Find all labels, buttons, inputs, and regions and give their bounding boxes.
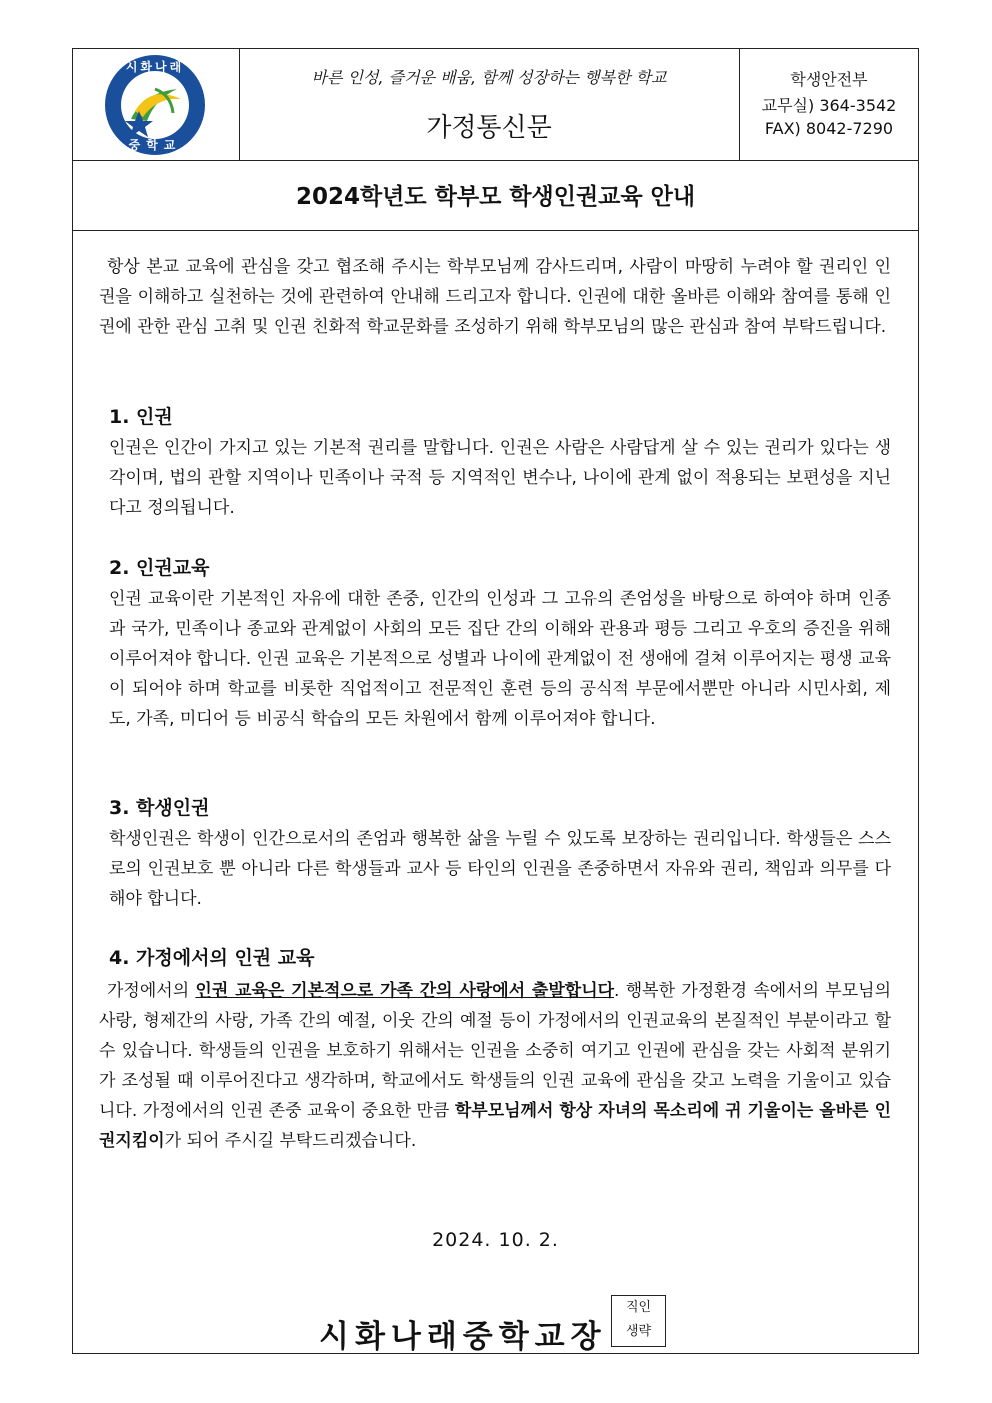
intro-paragraph: 항상 본교 교육에 관심을 갖고 협조해 주시는 학부모님께 감사드리며, 사람이 마땅히 누려야 할 권리인 인권을 이해하고 실천하는 것에 관련하여 안내해 드리고자 합니다. 인권에 대한 올바른 이해와 참여를 통해 인권에 관한 관심 고취 및 인권 친화적 학교문화를 조성하기 위해 학부모님의 많은 관심과 참여 부탁드립니다. [99, 257, 891, 337]
header-title-cell [239, 49, 740, 160]
section-body-1: 인권은 인간이 가지고 있는 기본적 권리를 말합니다. 인권은 사람은 사람답게 살 수 있는 권리가 있다는 생각이며, 법의 관할 지역이나 민족이나 국적 등 지역적인 변수나, 나이에 관계 없이 적용되는 보편성을 지닌다고 정의됩니다. [109, 438, 891, 518]
section-body-3: 학생인권은 학생이 인간으로서의 존엄과 행복한 삶을 누릴 수 있도록 보장하는 권리입니다. 학생들은 스스로의 인권보호 뿐 아니라 다른 학생들과 교사 등 타인의 인권을 존중하면서 자유와 권리, 책임과 의무를 다해야 합니다. [109, 829, 891, 909]
logo-cell [73, 49, 240, 160]
office-phone: 교무실) 364-3542 [761, 96, 897, 115]
emphasis-underlined: 인권 교육은 기본적으로 가족 간의 사랑에서 출발합니다 [195, 981, 615, 1001]
school-motto: 바른 인성, 즐거운 배움, 함께 성장하는 행복한 학교 [311, 68, 667, 87]
department: 학생안전부 [790, 70, 868, 89]
section-heading-2: 2. 인권교육 [109, 557, 210, 579]
signer-name: 시화나래중학교장 [319, 1319, 607, 1355]
logo-top-text: 시화나래 [125, 60, 185, 74]
section-heading-3: 3. 학생인권 [109, 797, 210, 819]
seal-omitted-box [611, 1295, 666, 1347]
document-type: 가정통신문 [426, 113, 552, 143]
section-body-2: 인권 교육이란 기본적인 자유에 대한 존중, 인간의 인성과 그 고유의 존엄성을 바탕으로 하여야 하며 인종과 국가, 민족이나 종교와 관계없이 사회의 모든 집단 간의 이해와 관용과 평등 그리고 우호의 증진을 위해 이루어져야 합니다. 인권 교육은 기본적으로 성별과 나이에 관계없이 전 생애에 걸쳐 이루어지는 평생 교육이 되어야 하며 학교를 비롯한 직업적이고 전문적인 훈련 등의 공식적 부문에서뿐만 아니라 시민사회, 제도, 가족, 미디어 등 비공식 학습의 모든 차원에서 함께 이루어져야 합니다. [109, 589, 891, 729]
contact-cell [740, 49, 918, 160]
fax-number: FAX) 8042-7290 [764, 119, 894, 138]
emphasis-bold: 학부모님께서 항상 자녀의 목소리에 귀 기울이는 올바른 인권지킴이 [99, 1101, 891, 1151]
section-heading-4: 4. 가정에서의 인권 교육 [109, 947, 315, 969]
section-body-4-post: 가 되어 주시길 부탁드리겠습니다. [164, 1131, 417, 1151]
section-heading-1: 1. 인권 [109, 406, 173, 428]
document-title: 2024학년도 학부모 학생인권교육 안내 [295, 184, 696, 210]
letter-header [73, 49, 918, 161]
section-body-4-pre: 가정에서의 [107, 981, 196, 1001]
section-body-4-mid: . 행복한 가정환경 속에서의 부모님의 사랑, 형제간의 사랑, 가족 간의 예절, 이웃 간의 예절 등이 가정에서의 인권교육의 본질적인 부분이라고 할 수 있습니다. 학생들의 인권을 보호하기 위해서는 인권을 소중히 여기고 인권에 관심을 갖는 사회적 분위기가 조성될 때 이루어진다고 생각하며, 학교에서도 학생들의 인권 교육에 관심을 갖고 노력을 기울이고 있습니다. 가정에서의 인권 존중 교육이 중요한 만큼 [99, 981, 891, 1121]
stamp-line-1: 직인 [625, 1300, 652, 1315]
issue-date: 2024. 10. 2. [432, 1229, 559, 1251]
section-body-4 [99, 976, 891, 1156]
logo-bottom-text: 중학교 [128, 138, 182, 152]
school-logo [73, 49, 239, 160]
title-row [73, 160, 918, 231]
document-frame [72, 48, 919, 1354]
stamp-line-2: 생략 [625, 1324, 652, 1339]
